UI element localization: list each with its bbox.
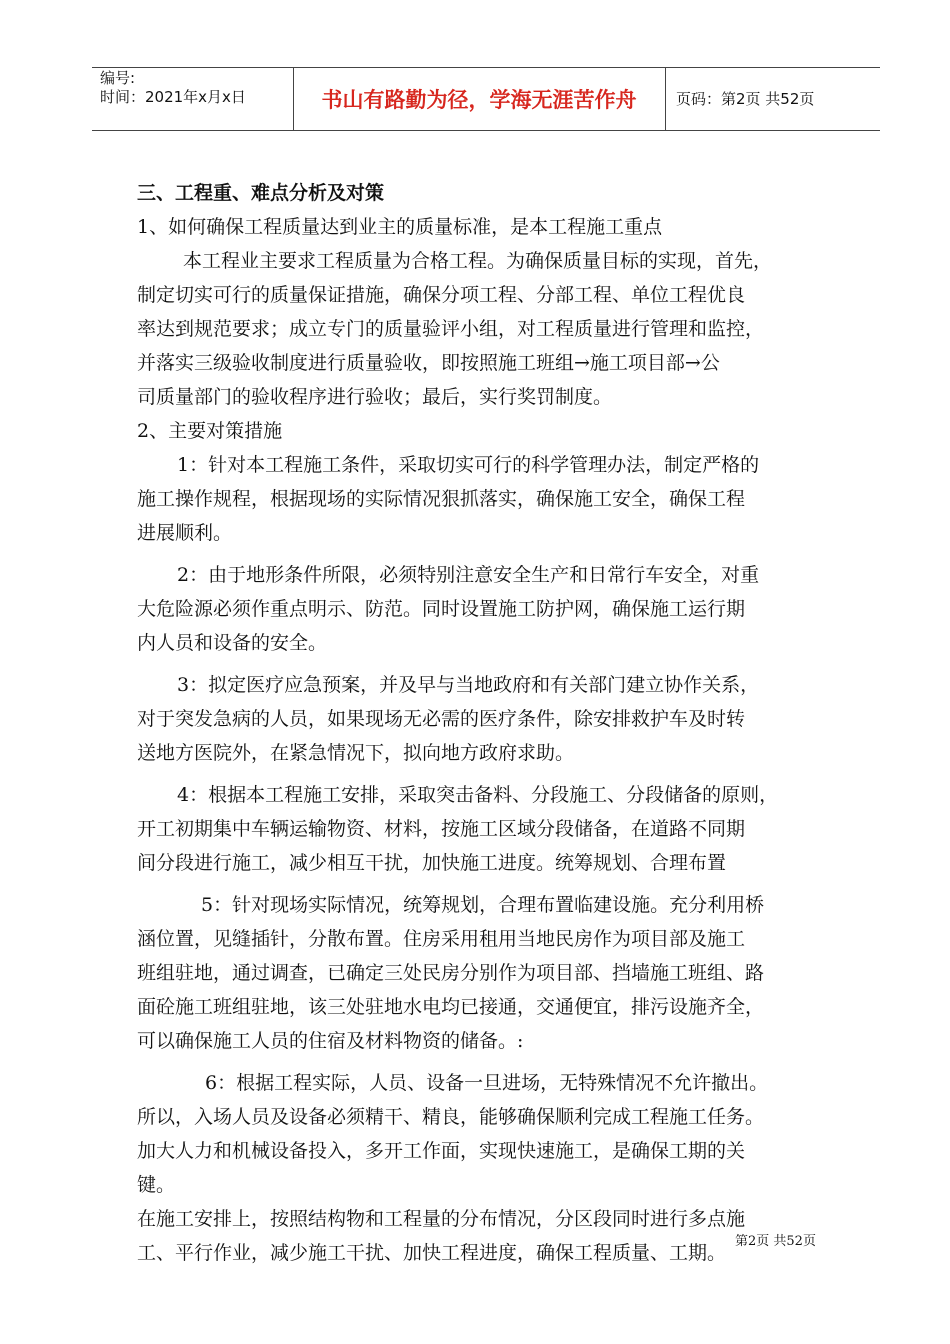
paragraph-line: 1、如何确保工程质量达到业主的质量标准，是本工程施工重点 bbox=[137, 216, 663, 238]
paragraph-line: 可以确保施工人员的住宿及材料物资的储备。: bbox=[137, 1030, 524, 1052]
paragraph-line: 并落实三级验收制度进行质量验收，即按照施工班组→施工项目部→公 bbox=[137, 352, 720, 374]
paragraph-line: 5：针对现场实际情况，统筹规划，合理布置临建设施。充分利用桥 bbox=[201, 894, 765, 916]
section-title: 三、工程重、难点分析及对策 bbox=[137, 182, 385, 204]
paragraph-line: 3：拟定医疗应急预案，并及早与当地政府和有关部门建立协作关系， bbox=[177, 674, 760, 696]
paragraph-line: 加大人力和机械设备投入，多开工作面，实现快速施工，是确保工期的关 bbox=[137, 1140, 746, 1162]
header-meta-cell bbox=[92, 68, 294, 130]
document-body bbox=[137, 176, 853, 1270]
paragraph-line: 司质量部门的验收程序进行验收；最后，实行奖罚制度。 bbox=[137, 386, 613, 408]
paragraph-line: 4：根据本工程施工安排，采取突击备料、分段施工、分段储备的原则， bbox=[177, 784, 779, 806]
document-time-label: 时间：2021年x月x日 bbox=[100, 88, 246, 106]
page-footer-number: 第2页 共52页 bbox=[735, 1234, 816, 1249]
header-motto-cell bbox=[293, 68, 666, 130]
paragraph-line: 2：由于地形条件所限，必须特别注意安全生产和日常行车安全，对重 bbox=[177, 564, 760, 586]
header-page-cell bbox=[666, 68, 880, 130]
header-motto: 书山有路勤为径，学海无涯苦作舟 bbox=[321, 88, 637, 112]
paragraph-line: 间分段进行施工，减少相互干扰，加快施工进度。统筹规划、合理布置 bbox=[137, 852, 727, 874]
paragraph-line: 1：针对本工程施工条件，采取切实可行的科学管理办法，制定严格的 bbox=[177, 454, 760, 476]
paragraph-line: 6：根据工程实际，人员、设备一旦进场，无特殊情况不允许撤出。 bbox=[205, 1072, 769, 1094]
paragraph-line: 工、平行作业，减少施工干扰、加快工程进度，确保工程质量、工期。 bbox=[137, 1242, 727, 1264]
paragraph-line: 所以，入场人员及设备必须精干、精良，能够确保顺利完成工程施工任务。 bbox=[137, 1106, 765, 1128]
paragraph-line: 送地方医院外，在紧急情况下，拟向地方政府求助。 bbox=[137, 742, 575, 764]
header-page-number: 页码：第2页 共52页 bbox=[676, 90, 815, 108]
paragraph-line: 键。 bbox=[137, 1174, 176, 1196]
paragraph-line: 制定切实可行的质量保证措施，确保分项工程、分部工程、单位工程优良 bbox=[137, 284, 746, 306]
paragraph-line: 涵位置，见缝插针，分散布置。住房采用租用当地民房作为项目部及施工 bbox=[137, 928, 746, 950]
paragraph-line: 对于突发急病的人员，如果现场无必需的医疗条件，除安排救护车及时转 bbox=[137, 708, 746, 730]
document-code-label: 编号: bbox=[100, 69, 136, 87]
paragraph-line: 本工程业主要求工程质量为合格工程。为确保质量目标的实现，首先， bbox=[183, 250, 773, 272]
paragraph-line: 班组驻地，通过调查，已确定三处民房分别作为项目部、挡墙施工班组、路 bbox=[137, 962, 765, 984]
paragraph-line: 大危险源必须作重点明示、防范。同时设置施工防护网，确保施工运行期 bbox=[137, 598, 746, 620]
paragraph-line: 进展顺利。 bbox=[137, 522, 233, 544]
page-header bbox=[92, 67, 880, 131]
paragraph-line: 面砼施工班组驻地，该三处驻地水电均已接通，交通便宜，排污设施齐全， bbox=[137, 996, 765, 1018]
paragraph-line: 内人员和设备的安全。 bbox=[137, 632, 328, 654]
paragraph-line: 在施工安排上，按照结构物和工程量的分布情况，分区段同时进行多点施 bbox=[137, 1208, 746, 1230]
paragraph-line: 开工初期集中车辆运输物资、材料，按施工区域分段储备，在道路不同期 bbox=[137, 818, 746, 840]
paragraph-line: 施工操作规程，根据现场的实际情况狠抓落实，确保施工安全，确保工程 bbox=[137, 488, 746, 510]
subsection-title: 2、主要对策措施 bbox=[137, 420, 283, 442]
paragraph-line: 率达到规范要求；成立专门的质量验评小组，对工程质量进行管理和监控， bbox=[137, 318, 765, 340]
